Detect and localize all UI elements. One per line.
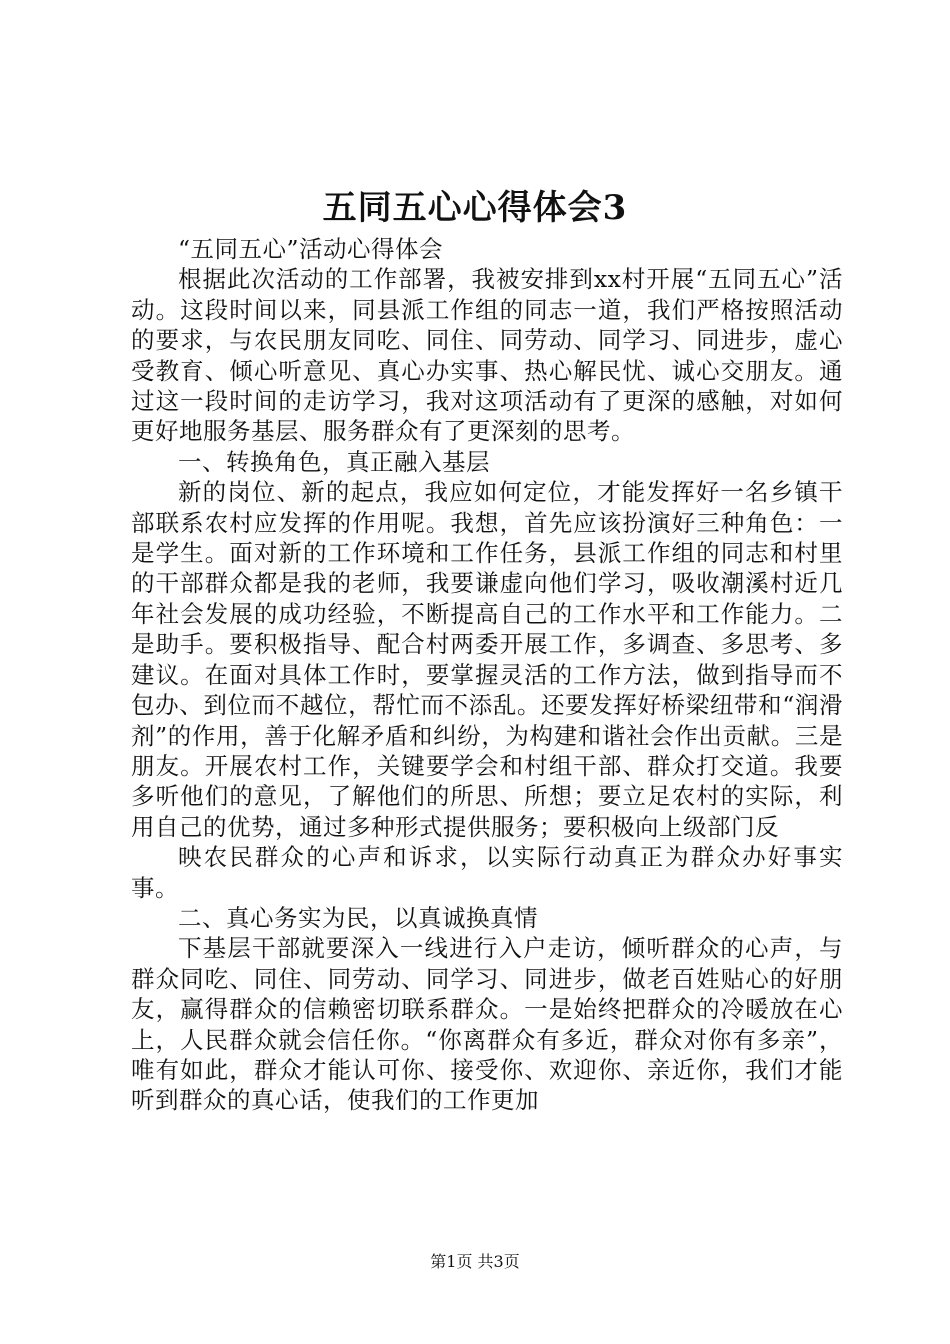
- subtitle-paragraph: “五同五心”活动心得体会: [178, 235, 444, 263]
- intro-paragraph: 根据此次活动的工作部署，我被安排到xx村开展“五同五心”活动。这段时间以来，同县派工作组的同志一道，我们严格按照活动的要求，与农民朋友同吃、同住、同劳动、同学习、同进步，虚心受教育、倾心听意见、真心办实事、热心解民忧、诚心交朋友。通过这一段时间的走访学习，我对这项活动有了更深的感触，对如何更好地服务基层、服务群众有了更深刻的思考。: [131, 265, 843, 446]
- section-heading-2: 二、真心务实为民，以真诚换真情: [178, 903, 538, 932]
- document-body: [131, 234, 843, 1116]
- page-footer: 第1页 共3页: [430, 1252, 520, 1271]
- section-heading-1: 一、转换角色，真正融入基层: [178, 447, 490, 476]
- section-1-paragraph: 新的岗位、新的起点，我应如何定位，才能发挥好一名乡镇干部联系农村应发挥的作用呢。我想，首先应该扮演好三种角色：一是学生。面对新的工作环境和工作任务，县派工作组的同志和村里的干部群众都是我的老师，我要谦虚向他们学习，吸收潮溪村近几年社会发展的成功经验，不断提高自己的工作水平和工作能力。二是助手。要积极指导、配合村两委开展工作，多调查、多思考、多建议。在面对具体工作时，要掌握灵活的工作方法，做到指导而不包办、到位而不越位，帮忙而不添乱。还要发挥好桥梁纽带和“润滑剂”的作用，善于化解矛盾和纠纷，为构建和谐社会作出贡献。三是朋友。开展农村工作，关键要学会和村组干部、群众打交道。我要多听他们的意见，了解他们的所思、所想；要立足农村的实际，利用自己的优势，通过多种形式提供服务；要积极向上级部门反: [131, 478, 843, 841]
- document-title: 五同五心心得体会3: [322, 188, 628, 228]
- section-1-continuation: 映农民群众的心声和诉求，以实际行动真正为群众办好事实事。: [131, 843, 843, 902]
- section-2-paragraph: 下基层干部就要深入一线进行入户走访，倾听群众的心声，与群众同吃、同住、同劳动、同学习、同进步，做老百姓贴心的好朋友，赢得群众的信赖密切联系群众。一是始终把群众的冷暖放在心上，人民群众就会信任你。“你离群众有多近，群众对你有多亲”，唯有如此，群众才能认可你、接受你、欢迎你、亲近你，我们才能听到群众的真心话，使我们的工作更加: [131, 934, 843, 1115]
